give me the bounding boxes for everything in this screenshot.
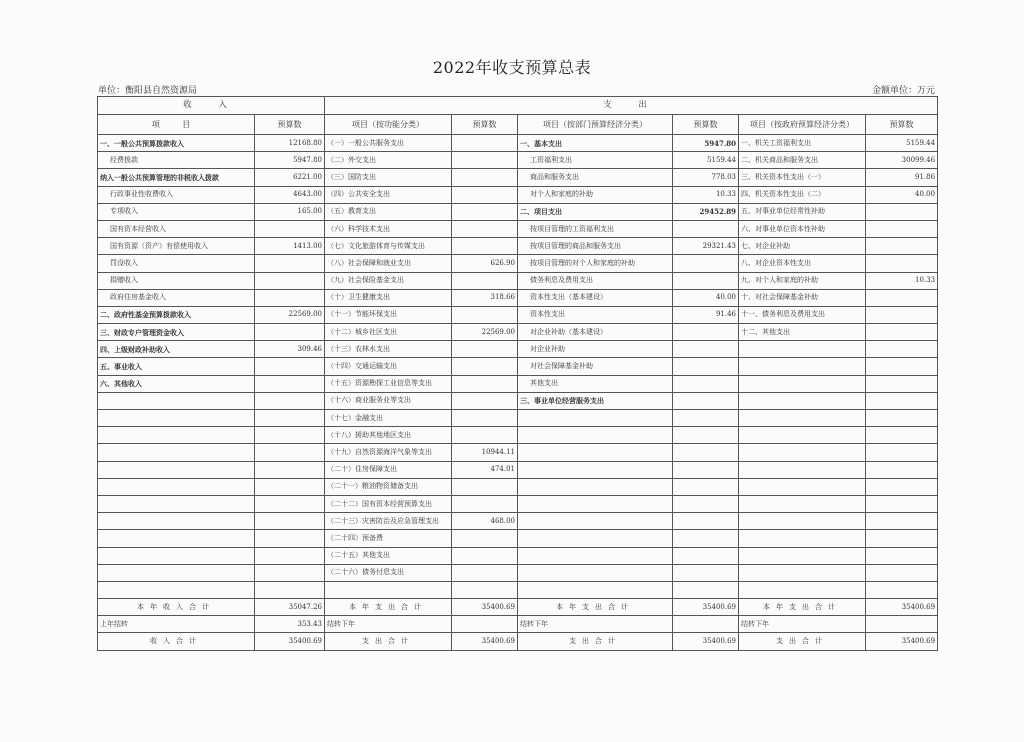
dept-amount <box>673 513 739 530</box>
income-amount <box>255 220 325 237</box>
func-item: （四）公共安全支出 <box>325 186 452 203</box>
expense-total-label: 支出合计 <box>518 633 673 650</box>
dept-item: 一、基本支出 <box>518 135 673 152</box>
func-amount <box>452 238 518 255</box>
func-amount <box>452 375 518 392</box>
func-item: （二十六）债务付息支出 <box>325 564 452 581</box>
amount-header: 预算数 <box>452 115 518 135</box>
gov-amount <box>866 392 938 409</box>
gov-item <box>739 410 866 427</box>
annual-expense-label: 本年支出合计 <box>325 599 452 616</box>
dept-amount <box>673 358 739 375</box>
dept-item: 对社会保障基金补助 <box>518 358 673 375</box>
income-amount: 12168.80 <box>255 135 325 152</box>
func-amount <box>452 169 518 186</box>
income-amount <box>255 255 325 272</box>
expense-total-label: 支出合计 <box>739 633 866 650</box>
gov-amount <box>866 495 938 512</box>
gov-amount <box>866 341 938 358</box>
amount-header: 预算数 <box>255 115 325 135</box>
dept-item: 按项目管理的工资福利支出 <box>518 220 673 237</box>
next-carry-value <box>866 616 938 633</box>
gov-amount <box>866 410 938 427</box>
dept-amount: 778.03 <box>673 169 739 186</box>
table-row <box>98 186 938 203</box>
func-amount <box>452 220 518 237</box>
income-item: 六、其他收入 <box>98 375 255 392</box>
func-item: （十六）商业服务业等支出 <box>325 392 452 409</box>
func-item <box>325 581 452 598</box>
expense-total-dept-value: 35400.69 <box>673 633 739 650</box>
next-carry-label: 结转下年 <box>518 616 673 633</box>
gov-amount: 30099.46 <box>866 152 938 169</box>
func-amount: 474.01 <box>452 461 518 478</box>
table-row <box>98 375 938 392</box>
dept-amount: 91.46 <box>673 306 739 323</box>
func-amount <box>452 478 518 495</box>
dept-item: 对企业补助 <box>518 341 673 358</box>
annual-expense-dept-value: 35400.69 <box>673 599 739 616</box>
func-item: （二十五）其他支出 <box>325 547 452 564</box>
dept-item <box>518 427 673 444</box>
gov-amount <box>866 306 938 323</box>
dept-item <box>518 530 673 547</box>
income-item <box>98 427 255 444</box>
gov-amount <box>866 289 938 306</box>
func-amount <box>452 410 518 427</box>
income-item: 捐赠收入 <box>98 272 255 289</box>
table-row <box>98 169 938 186</box>
func-item: （二十一）粮油物资储备支出 <box>325 478 452 495</box>
gov-item: 二、机关商品和服务支出 <box>739 152 866 169</box>
annual-income-label: 本年收入合计 <box>98 599 255 616</box>
func-item: （十三）农林水支出 <box>325 341 452 358</box>
func-amount <box>452 581 518 598</box>
income-item <box>98 495 255 512</box>
expense-header: 支 出 <box>325 97 938 115</box>
prev-carry-value: 353.43 <box>255 616 325 633</box>
dept-amount <box>673 375 739 392</box>
func-item: （七）文化旅游体育与传媒支出 <box>325 238 452 255</box>
func-amount: 468.00 <box>452 513 518 530</box>
dept-amount <box>673 392 739 409</box>
table-row <box>98 392 938 409</box>
gov-amount: 40.00 <box>866 186 938 203</box>
dept-amount <box>673 427 739 444</box>
func-amount <box>452 306 518 323</box>
func-amount <box>452 495 518 512</box>
dept-amount <box>673 478 739 495</box>
dept-amount: 10.33 <box>673 186 739 203</box>
gov-item: 八、对企业资本性支出 <box>739 255 866 272</box>
gov-amount: 91.86 <box>866 169 938 186</box>
gov-item <box>739 547 866 564</box>
table-row <box>98 272 938 289</box>
annual-expense-func-value: 35400.69 <box>452 599 518 616</box>
dept-item: 商品和服务支出 <box>518 169 673 186</box>
dept-amount <box>673 581 739 598</box>
table-row <box>98 547 938 564</box>
income-header: 收 入 <box>98 97 325 115</box>
income-amount: 22569.00 <box>255 306 325 323</box>
income-item: 政府住房基金收入 <box>98 289 255 306</box>
func-item: （十四）交通运输支出 <box>325 358 452 375</box>
next-carry-value <box>452 616 518 633</box>
dept-item <box>518 547 673 564</box>
func-amount: 10944.11 <box>452 444 518 461</box>
income-amount <box>255 358 325 375</box>
income-amount <box>255 581 325 598</box>
income-item <box>98 530 255 547</box>
table-row <box>98 530 938 547</box>
amount-unit: 金额单位：万元 <box>871 86 935 96</box>
dept-amount: 40.00 <box>673 289 739 306</box>
func-item: （二十三）灾害防治及应急管理支出 <box>325 513 452 530</box>
gov-amount <box>866 478 938 495</box>
func-amount <box>452 152 518 169</box>
dept-amount <box>673 495 739 512</box>
dept-item: 三、事业单位经营服务支出 <box>518 392 673 409</box>
gov-item <box>739 444 866 461</box>
dept-item: 资本性支出（基本建设） <box>518 289 673 306</box>
income-amount: 5947.80 <box>255 152 325 169</box>
dept-item: 工资福利支出 <box>518 152 673 169</box>
dept-item: 债务利息及费用支出 <box>518 272 673 289</box>
income-item <box>98 478 255 495</box>
income-amount <box>255 547 325 564</box>
income-item: 四、上级财政补助收入 <box>98 341 255 358</box>
annual-expense-label: 本年支出合计 <box>739 599 866 616</box>
gov-amount <box>866 444 938 461</box>
annual-total-row <box>98 599 938 616</box>
gov-amount <box>866 427 938 444</box>
gov-item <box>739 392 866 409</box>
gov-item <box>739 564 866 581</box>
func-amount: 626.90 <box>452 255 518 272</box>
func-amount: 22569.00 <box>452 324 518 341</box>
gov-item <box>739 581 866 598</box>
expense-total-label: 支出合计 <box>325 633 452 650</box>
income-amount <box>255 564 325 581</box>
func-amount <box>452 427 518 444</box>
income-total-value: 35400.69 <box>255 633 325 650</box>
income-amount <box>255 444 325 461</box>
income-amount <box>255 495 325 512</box>
dept-item <box>518 410 673 427</box>
dept-item <box>518 461 673 478</box>
func-amount <box>452 530 518 547</box>
gov-amount <box>866 238 938 255</box>
dept-amount: 5159.44 <box>673 152 739 169</box>
func-amount <box>452 564 518 581</box>
dept-amount <box>673 324 739 341</box>
func-amount: 318.66 <box>452 289 518 306</box>
func-item: （五）教育支出 <box>325 203 452 220</box>
dept-amount <box>673 461 739 478</box>
gov-item: 十一、债务利息及费用支出 <box>739 306 866 323</box>
income-amount <box>255 392 325 409</box>
func-amount <box>452 203 518 220</box>
income-item <box>98 547 255 564</box>
expense-total-func-value: 35400.69 <box>452 633 518 650</box>
func-item: （二十二）国有资本经营预算支出 <box>325 495 452 512</box>
table-row <box>98 358 938 375</box>
income-item <box>98 392 255 409</box>
income-item: 经费拨款 <box>98 152 255 169</box>
func-amount <box>452 547 518 564</box>
income-amount: 165.00 <box>255 203 325 220</box>
amount-header: 预算数 <box>866 115 938 135</box>
dept-amount <box>673 444 739 461</box>
expense-total-gov-value: 35400.69 <box>866 633 938 650</box>
table-row <box>98 220 938 237</box>
dept-item <box>518 444 673 461</box>
func-item: （十五）资源勘探工业信息等支出 <box>325 375 452 392</box>
income-item: 国有资本经营收入 <box>98 220 255 237</box>
next-carry-label: 结转下年 <box>739 616 866 633</box>
dept-item <box>518 513 673 530</box>
dept-amount <box>673 272 739 289</box>
gov-amount <box>866 358 938 375</box>
func-item: （十九）自然资源海洋气象等支出 <box>325 444 452 461</box>
carryover-row <box>98 616 938 633</box>
dept-item <box>518 581 673 598</box>
dept-item: 按项目管理的对个人和家庭的补助 <box>518 255 673 272</box>
income-amount <box>255 410 325 427</box>
income-item: 专项收入 <box>98 203 255 220</box>
table-row <box>98 135 938 152</box>
gov-item <box>739 461 866 478</box>
gov-item: 六、对事业单位资本性补助 <box>739 220 866 237</box>
income-amount <box>255 375 325 392</box>
dept-item: 二、项目支出 <box>518 203 673 220</box>
table-row <box>98 564 938 581</box>
item-header: 项 目 <box>98 115 255 135</box>
dept-item: 对个人和家庭的补助 <box>518 186 673 203</box>
gov-amount <box>866 530 938 547</box>
income-item: 国有资源（资产）有偿使用收入 <box>98 238 255 255</box>
dept-item: 对企业补助（基本建设） <box>518 324 673 341</box>
gov-amount <box>866 581 938 598</box>
table-row <box>98 495 938 512</box>
func-amount <box>452 186 518 203</box>
gov-item <box>739 427 866 444</box>
dept-item <box>518 495 673 512</box>
gov-item <box>739 513 866 530</box>
dept-amount <box>673 547 739 564</box>
gov-amount <box>866 375 938 392</box>
gov-amount <box>866 564 938 581</box>
income-item: 纳入一般公共预算管理的非税收入拨款 <box>98 169 255 186</box>
income-amount: 309.46 <box>255 341 325 358</box>
income-item: 三、财政专户管理资金收入 <box>98 324 255 341</box>
income-item <box>98 461 255 478</box>
income-item <box>98 410 255 427</box>
gov-item <box>739 478 866 495</box>
gov-item <box>739 358 866 375</box>
table-row <box>98 238 938 255</box>
table-row <box>98 581 938 598</box>
income-amount <box>255 289 325 306</box>
header-row-2 <box>98 115 938 135</box>
gov-amount <box>866 255 938 272</box>
table-row <box>98 478 938 495</box>
gov-amount: 5159.44 <box>866 135 938 152</box>
gov-amount: 10.33 <box>866 272 938 289</box>
income-amount <box>255 427 325 444</box>
dept-item: 按项目管理的商品和服务支出 <box>518 238 673 255</box>
table-row <box>98 461 938 478</box>
income-amount <box>255 272 325 289</box>
income-item <box>98 581 255 598</box>
func-amount <box>452 392 518 409</box>
gov-amount <box>866 547 938 564</box>
func-item: （十七）金融支出 <box>325 410 452 427</box>
dept-item: 其他支出 <box>518 375 673 392</box>
dept-amount <box>673 410 739 427</box>
func-item: （二）外交支出 <box>325 152 452 169</box>
dept-amount <box>673 220 739 237</box>
dept-amount <box>673 341 739 358</box>
gov-amount <box>866 461 938 478</box>
income-amount: 4643.00 <box>255 186 325 203</box>
gov-item: 十、对社会保障基金补助 <box>739 289 866 306</box>
next-carry-label: 结转下年 <box>325 616 452 633</box>
gov-item <box>739 495 866 512</box>
gov-item <box>739 530 866 547</box>
func-item: （六）科学技术支出 <box>325 220 452 237</box>
table-row <box>98 324 938 341</box>
annual-expense-gov-value: 35400.69 <box>866 599 938 616</box>
func-item: （二十）住房保障支出 <box>325 461 452 478</box>
gov-item <box>739 341 866 358</box>
dept-amount: 5947.80 <box>673 135 739 152</box>
func-item: （三）国防支出 <box>325 169 452 186</box>
income-item: 一、一般公共预算拨款收入 <box>98 135 255 152</box>
income-item: 五、事业收入 <box>98 358 255 375</box>
table-row <box>98 410 938 427</box>
income-amount: 1413.00 <box>255 238 325 255</box>
func-amount <box>452 272 518 289</box>
grand-total-row <box>98 633 938 650</box>
income-item: 二、政府性基金预算拨款收入 <box>98 306 255 323</box>
annual-expense-label: 本年支出合计 <box>518 599 673 616</box>
gov-amount <box>866 220 938 237</box>
budget-summary-table <box>97 96 938 651</box>
gov-item: 十二、其他支出 <box>739 324 866 341</box>
gov-amount <box>866 324 938 341</box>
next-carry-value <box>673 616 739 633</box>
income-amount <box>255 324 325 341</box>
income-amount <box>255 513 325 530</box>
gov-item: 九、对个人和家庭的补助 <box>739 272 866 289</box>
dept-amount: 29452.89 <box>673 203 739 220</box>
income-amount <box>255 461 325 478</box>
gov-amount <box>866 203 938 220</box>
dept-amount <box>673 530 739 547</box>
func-item: （九）社会保险基金支出 <box>325 272 452 289</box>
unit-name: 单位：衡阳县自然资源局 <box>98 86 198 96</box>
dept-item <box>518 478 673 495</box>
table-row <box>98 341 938 358</box>
header-row-1 <box>98 97 938 115</box>
dept-amount <box>673 564 739 581</box>
func-header: 项目（按功能分类） <box>325 115 452 135</box>
page-title: 2022年收支预算总表 <box>432 58 592 77</box>
annual-income-value: 35047.26 <box>255 599 325 616</box>
dept-amount: 29321.43 <box>673 238 739 255</box>
dept-amount <box>673 255 739 272</box>
income-item <box>98 564 255 581</box>
dept-header: 项目（按部门预算经济分类） <box>518 115 673 135</box>
gov-item: 五、对事业单位经常性补助 <box>739 203 866 220</box>
table-row <box>98 255 938 272</box>
func-item: （十一）节能环保支出 <box>325 306 452 323</box>
dept-item <box>518 564 673 581</box>
func-item: （十八）援助其他地区支出 <box>325 427 452 444</box>
gov-item: 三、机关资本性支出（一） <box>739 169 866 186</box>
func-amount <box>452 135 518 152</box>
func-item: （一）一般公共服务支出 <box>325 135 452 152</box>
income-item: 行政事业性收费收入 <box>98 186 255 203</box>
table-row <box>98 203 938 220</box>
gov-item <box>739 375 866 392</box>
table-row <box>98 306 938 323</box>
amount-header: 预算数 <box>673 115 739 135</box>
table-row <box>98 152 938 169</box>
gov-item: 四、机关资本性支出（二） <box>739 186 866 203</box>
table-row <box>98 289 938 306</box>
table-row <box>98 444 938 461</box>
func-amount <box>452 358 518 375</box>
income-total-label: 收入合计 <box>98 633 255 650</box>
table-row <box>98 427 938 444</box>
income-item <box>98 444 255 461</box>
dept-item: 资本性支出 <box>518 306 673 323</box>
gov-item: 七、对企业补助 <box>739 238 866 255</box>
table-row <box>98 513 938 530</box>
income-amount: 6221.00 <box>255 169 325 186</box>
prev-carry-label: 上年结转 <box>98 616 255 633</box>
func-item: （十）卫生健康支出 <box>325 289 452 306</box>
func-item: （八）社会保障和就业支出 <box>325 255 452 272</box>
income-item: 罚没收入 <box>98 255 255 272</box>
income-item <box>98 513 255 530</box>
gov-amount <box>866 513 938 530</box>
gov-header: 项目（按政府预算经济分类） <box>739 115 866 135</box>
func-item: （十二）城乡社区支出 <box>325 324 452 341</box>
income-amount <box>255 478 325 495</box>
func-item: （二十四）预备费 <box>325 530 452 547</box>
gov-item: 一、机关工资福利支出 <box>739 135 866 152</box>
income-amount <box>255 530 325 547</box>
func-amount <box>452 341 518 358</box>
